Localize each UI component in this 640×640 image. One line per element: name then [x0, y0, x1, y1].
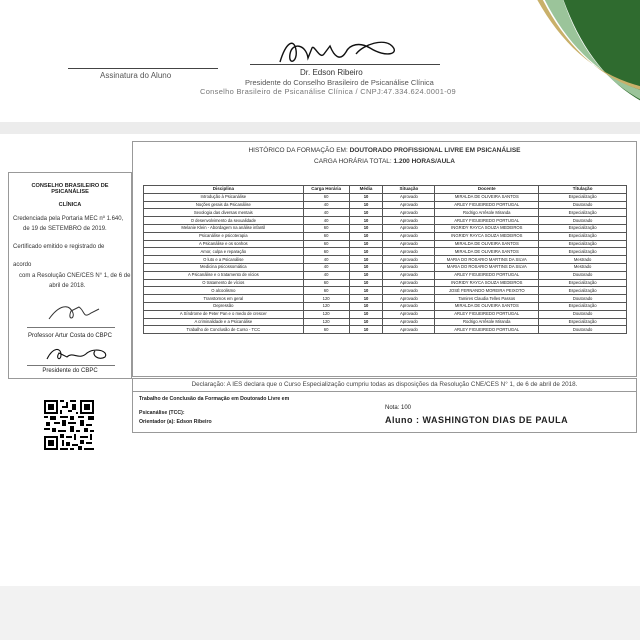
cell-docente: MIRALDA DE OLIVEIRA SANTOS [435, 302, 539, 310]
cell-disciplina: Transtornos em geral [144, 295, 304, 303]
page-bottom-margin [0, 586, 640, 640]
cell-docente: ARLEY FIGUEIREDO PORTUGAL [435, 326, 539, 334]
cell-disciplina: Trabalho de Conclusão de Curso - TCC [144, 326, 304, 334]
cell-situacao: Aprovado [383, 209, 435, 217]
registered-line-2: acordo [13, 262, 32, 268]
cell-titulacao: Especialização [539, 209, 627, 217]
cell-carga: 60 [303, 279, 349, 287]
credential-line-2: de 19 de SETEMBRO de 2019. [23, 226, 107, 232]
table-row [144, 295, 627, 303]
cell-media: 10 [349, 224, 383, 232]
cell-situacao: Aprovado [383, 295, 435, 303]
header-docente: Docente [435, 186, 539, 194]
grades-table [143, 185, 627, 334]
header-media: Média [349, 186, 383, 194]
cell-media: 10 [349, 217, 383, 225]
tcc-grade: Nota: 100 [385, 405, 412, 411]
cell-docente: INGRIDY RAYCA SOUZA MEDEIROS [435, 279, 539, 287]
cell-titulacao: Especialização [539, 224, 627, 232]
cell-disciplina: Introdução à Psicanálise [144, 193, 304, 201]
cell-docente: MIRALDA DE OLIVEIRA SANTOS [435, 248, 539, 256]
cell-carga: 60 [303, 326, 349, 334]
cell-titulacao: Doutorado [539, 295, 627, 303]
student-signature-line [68, 68, 218, 69]
cell-situacao: Aprovado [383, 271, 435, 279]
table-row [144, 256, 627, 264]
cell-docente: MARIA DO ROSARIO MARTINS DA SILVA [435, 256, 539, 264]
council-title: CONSELHO BRASILEIRO DE PSICANÁLISE [31, 183, 109, 195]
history-header [132, 141, 637, 180]
cell-situacao: Aprovado [383, 248, 435, 256]
cell-carga: 60 [303, 232, 349, 240]
cell-disciplina: A Psicanálise e o tratamento de vícios [144, 271, 304, 279]
cell-situacao: Aprovado [383, 310, 435, 318]
cell-disciplina: A criminalidade e a Psicanálise [144, 318, 304, 326]
credential-line-1: Credenciada pela Portaria MEC nº 1.640, [13, 216, 124, 222]
cell-carga: 120 [303, 302, 349, 310]
cell-titulacao: Doutorado [539, 310, 627, 318]
table-row [144, 217, 627, 225]
table-row [144, 302, 627, 310]
cell-media: 10 [349, 287, 383, 295]
history-course-line [133, 147, 636, 154]
signer-role: Presidente do Conselho Brasileiro de Psicanálise Clínica [245, 78, 434, 87]
tcc-line-1: Trabalho de Conclusão da Formação em Doutorado Livre em [139, 396, 290, 402]
cell-carga: 120 [303, 310, 349, 318]
cell-titulacao: Especialização [539, 302, 627, 310]
table-header-row [144, 186, 627, 194]
table-row [144, 263, 627, 271]
cell-disciplina: A Psicanálise e os sonhos [144, 240, 304, 248]
professor-label: Professor Artur Costa do CBPC [27, 333, 113, 339]
header-titulacao: Titulação [539, 186, 627, 194]
cell-docente: MIRALDA DE OLIVEIRA SANTOS [435, 240, 539, 248]
table-row [144, 287, 627, 295]
cell-titulacao: Especialização [539, 318, 627, 326]
cell-titulacao: Especialização [539, 248, 627, 256]
tcc-line-2: Psicanálise (TCC): [139, 410, 185, 416]
cell-carga: 120 [303, 295, 349, 303]
table-row [144, 318, 627, 326]
cell-titulacao: Especialização [539, 193, 627, 201]
cell-media: 10 [349, 326, 383, 334]
page-gap [0, 122, 640, 134]
professor-signature-line [27, 327, 115, 328]
cell-carga: 40 [303, 217, 349, 225]
cell-carga: 60 [303, 240, 349, 248]
cell-titulacao: Doutorado [539, 201, 627, 209]
table-row [144, 240, 627, 248]
table-row [144, 279, 627, 287]
cell-carga: 60 [303, 193, 349, 201]
cell-situacao: Aprovado [383, 201, 435, 209]
header-situacao: Situação [383, 186, 435, 194]
declaration-text: Declaração: A IES declara que o Curso Especialização cumpriu todas as disposições da Resolução CNE/CES N° 1, de 6 de abril de 2018. [191, 381, 578, 388]
cell-carga: 40 [303, 209, 349, 217]
cell-docente: ARLEY FIGUEIREDO PORTUGAL [435, 217, 539, 225]
cell-titulacao: Mestrado [539, 263, 627, 271]
cell-disciplina: Psicanálise e psicoterapia [144, 232, 304, 240]
table-row [144, 201, 627, 209]
cell-titulacao: Doutorado [539, 217, 627, 225]
table-row [144, 232, 627, 240]
cell-docente: MARIA DO ROSARIO MARTINS DA SILVA [435, 263, 539, 271]
table-row [144, 248, 627, 256]
registered-line-1: Certificado emitido e registrado de [13, 244, 105, 250]
cell-situacao: Aprovado [383, 193, 435, 201]
declaration-box [132, 378, 637, 392]
certificate-page-bottom [0, 0, 640, 122]
history-hours-line [133, 158, 636, 165]
cell-media: 10 [349, 295, 383, 303]
council-panel [8, 172, 132, 379]
cell-disciplina: O desenvolvimento da sexualidade [144, 217, 304, 225]
cell-media: 10 [349, 193, 383, 201]
table-row [144, 326, 627, 334]
cell-media: 10 [349, 248, 383, 256]
cell-carga: 60 [303, 248, 349, 256]
cell-titulacao: Especialização [539, 287, 627, 295]
cell-situacao: Aprovado [383, 232, 435, 240]
president-signature-line [250, 64, 440, 65]
cell-disciplina: Medicina psicossomática [144, 263, 304, 271]
cell-carga: 40 [303, 271, 349, 279]
cell-situacao: Aprovado [383, 224, 435, 232]
cell-media: 10 [349, 256, 383, 264]
cell-media: 10 [349, 310, 383, 318]
cell-carga: 40 [303, 201, 349, 209]
cell-carga: 120 [303, 318, 349, 326]
cell-carga: 40 [303, 263, 349, 271]
cell-media: 10 [349, 279, 383, 287]
resolution-line-2: abril de 2018. [49, 283, 86, 289]
cell-media: 10 [349, 318, 383, 326]
cell-disciplina: O luto e a Psicanálise [144, 256, 304, 264]
student-name: Aluno : WASHINGTON DIAS DE PAULA [385, 415, 569, 425]
cell-situacao: Aprovado [383, 302, 435, 310]
cell-disciplina: Sexologia das diversas mentais [144, 209, 304, 217]
hours-value: 1.200 HORAS/AULA [393, 158, 455, 165]
table-row [144, 209, 627, 217]
grades-table-container [132, 178, 637, 377]
signer-name: Dr. Edson Ribeiro [300, 68, 363, 77]
council-cnpj: Conselho Brasileiro de Psicanálise Clínica / CNPJ:47.334.624.0001-09 [200, 87, 456, 96]
cell-disciplina: Amor, culpa e reparação [144, 248, 304, 256]
resolution-line-1: com a Resolução CNE/CES N° 1, de 6 de [19, 273, 131, 279]
cell-docente: ARLEY FIGUEIREDO PORTUGAL [435, 201, 539, 209]
cell-situacao: Aprovado [383, 240, 435, 248]
green-decoration [520, 0, 640, 122]
cell-disciplina: Melanie Klein - Abordagem na análise infantil [144, 224, 304, 232]
cell-media: 10 [349, 232, 383, 240]
cell-media: 10 [349, 240, 383, 248]
cell-disciplina: Depressão [144, 302, 304, 310]
cell-disciplina: A Síndrome de Peter Pan e o medo de crescer [144, 310, 304, 318]
cell-titulacao: Especialização [539, 279, 627, 287]
qr-code-icon[interactable] [44, 400, 94, 450]
cell-situacao: Aprovado [383, 217, 435, 225]
cell-titulacao: Especialização [539, 232, 627, 240]
history-course: DOUTORADO PROFISSIONAL LIVRE EM PSICANÁLISE [349, 147, 521, 154]
cell-carga: 60 [303, 224, 349, 232]
table-row [144, 310, 627, 318]
cell-carga: 40 [303, 256, 349, 264]
cell-titulacao: Mestrado [539, 256, 627, 264]
cell-situacao: Aprovado [383, 256, 435, 264]
cell-titulacao: Especialização [539, 240, 627, 248]
cell-media: 10 [349, 302, 383, 310]
cell-carga: 60 [303, 287, 349, 295]
cell-media: 10 [349, 271, 383, 279]
student-signature-label: Assinatura do Aluno [100, 71, 172, 80]
cell-disciplina: Noções gerais da Psicanálise [144, 201, 304, 209]
cell-docente: Rodrigo Arrêsole Miranda [435, 209, 539, 217]
header-disciplina: Disciplina [144, 186, 304, 194]
hours-prefix: CARGA HORÁRIA TOTAL: [314, 158, 392, 165]
table-row [144, 271, 627, 279]
cell-docente: MIRALDA DE OLIVEIRA SANTOS [435, 193, 539, 201]
cell-media: 10 [349, 209, 383, 217]
cell-docente: INGRIDY RAYCA SOUZA MEDEIROS [435, 232, 539, 240]
cell-titulacao: Doutorado [539, 326, 627, 334]
cell-media: 10 [349, 201, 383, 209]
tcc-advisor: Orientador (a): Edson Ribeiro [139, 419, 212, 425]
cell-media: 10 [349, 263, 383, 271]
president-small-signature [39, 343, 119, 365]
cell-disciplina: O tratamento de vícios [144, 279, 304, 287]
cell-situacao: Aprovado [383, 263, 435, 271]
cell-docente: INGRIDY RAYCA SOUZA MEDEIROS [435, 224, 539, 232]
president-label: Presidente do CBPC [42, 368, 98, 374]
cell-docente: Tamires Claudia Telles Passos [435, 295, 539, 303]
cell-disciplina: O alcoolismo [144, 287, 304, 295]
cell-situacao: Aprovado [383, 279, 435, 287]
cell-docente: ARLEY FIGUEIREDO PORTUGAL [435, 310, 539, 318]
cell-situacao: Aprovado [383, 287, 435, 295]
cell-docente: Rodrigo Arrêsole Miranda [435, 318, 539, 326]
tcc-box [132, 391, 637, 433]
cell-situacao: Aprovado [383, 318, 435, 326]
cell-titulacao: Doutorado [539, 271, 627, 279]
table-row [144, 193, 627, 201]
cell-docente: ARLEY FIGUEIREDO PORTUGAL [435, 271, 539, 279]
council-subtitle: CLÍNICA [58, 202, 82, 208]
cell-situacao: Aprovado [383, 326, 435, 334]
professor-signature [39, 301, 119, 323]
president-small-signature-line [27, 365, 115, 366]
cell-docente: JOSÉ FERNANDO MOREIRA PEIXOTO [435, 287, 539, 295]
table-row [144, 224, 627, 232]
header-carga: Carga Horária [303, 186, 349, 194]
president-signature [260, 32, 420, 72]
history-prefix: HISTÓRICO DA FORMAÇÃO EM: [248, 147, 348, 154]
